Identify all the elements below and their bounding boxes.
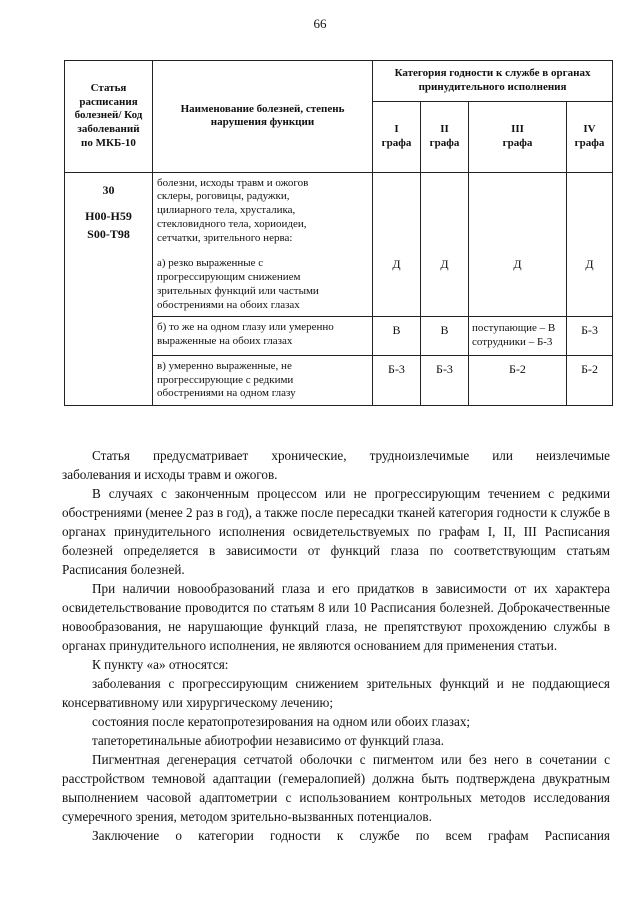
disease-description: в) умеренно выраженные, не прогрессирующие с редкими обострениями на одном глазу: [153, 355, 373, 405]
category-value: Д: [567, 172, 613, 317]
paragraph: состояния после кератопротезирования на одном или обоих глазах;: [92, 714, 471, 729]
category-value: Д: [421, 172, 469, 317]
header-article-code: Статья расписания болезней/ Код заболеваний по МКБ-10: [65, 61, 153, 173]
header-column-2: II графа: [421, 101, 469, 172]
paragraph: заболевания и исходы травм и ожогов.: [62, 467, 278, 482]
body-text: [62, 446, 610, 845]
paragraph: Заключение о категории годности к службе по всем графам Расписания: [92, 828, 610, 843]
header-column-1: I графа: [373, 101, 421, 172]
page-number: 66: [313, 16, 327, 31]
paragraph: тапеторетинальные абиотрофии независимо от функций глаза.: [92, 733, 445, 748]
fitness-category-table: [64, 60, 613, 406]
header-fitness-category: Категория годности к службе в органах принудительного исполнения: [373, 61, 613, 102]
category-value: Б-2: [567, 355, 613, 405]
category-value: В: [421, 317, 469, 356]
header-column-3: III графа: [469, 101, 567, 172]
paragraph: К пункту «а» относятся:: [92, 657, 229, 672]
header-column-4: IV графа: [567, 101, 613, 172]
category-value: Б-3: [373, 355, 421, 405]
paragraph: Пигментная дегенерация сетчатой оболочки с пигментом или без него в сочетании с расстройством темновой адаптации (гемералопией) должна быть подтверждена двукратным выполнением часовой адаптометрии с использованием контрольных методов исследования сумеречного зрения, методом зрительно-вызванных потенциалов.: [62, 752, 610, 824]
category-value: Д: [373, 172, 421, 317]
table-row: [65, 172, 613, 317]
paragraph: заболевания с прогрессирующим снижением зрительных функций и не поддающиеся консервативному или хирургическому лечению;: [62, 676, 610, 710]
paragraph: Статья предусматривает хронические, трудноизлечимые или неизлечимые: [92, 448, 610, 463]
category-value: Б-3: [421, 355, 469, 405]
category-value: поступающие – В сотрудники – Б-3: [469, 317, 567, 356]
category-value: Б-3: [567, 317, 613, 356]
disease-description: болезни, исходы травм и ожогов склеры, роговицы, радужки, цилиарного тела, хрусталика, стекловидного тела, хориоидеи, сетчатки, зрительного нерва: а) резко выраженные с прогрессирующим снижением зрительных функций или частыми обострениями на обоих глазах: [153, 172, 373, 317]
article-code-cell: 30 H00-H59 S00-T98: [65, 172, 153, 406]
paragraph: При наличии новообразований глаза и его придатков в зависимости от их характера освидетельствование проводится по статьям 8 или 10 Расписания болезней. Доброкачественные новообразования, не нарушающие функций глаза, не препятствуют прохождению службы в органах принудительного исполнения, не являются основанием для применения статьи.: [62, 581, 610, 653]
category-value: В: [373, 317, 421, 356]
header-disease-name: Наименование болезней, степень нарушения функции: [153, 61, 373, 173]
category-value: Д: [469, 172, 567, 317]
disease-description: б) то же на одном глазу или умеренно выраженные на обоих глазах: [153, 317, 373, 356]
category-value: Б-2: [469, 355, 567, 405]
paragraph: В случаях с законченным процессом или не прогрессирующим течением с редкими обострениями (менее 2 раз в год), а также после пересадки тканей категория годности к службе в органах принудительного исполнения освидетельствуемых по графам I, II, III Расписания болезней определяется в зависимости от функций глаза по соответствующим статьям Расписания болезней.: [62, 486, 610, 577]
